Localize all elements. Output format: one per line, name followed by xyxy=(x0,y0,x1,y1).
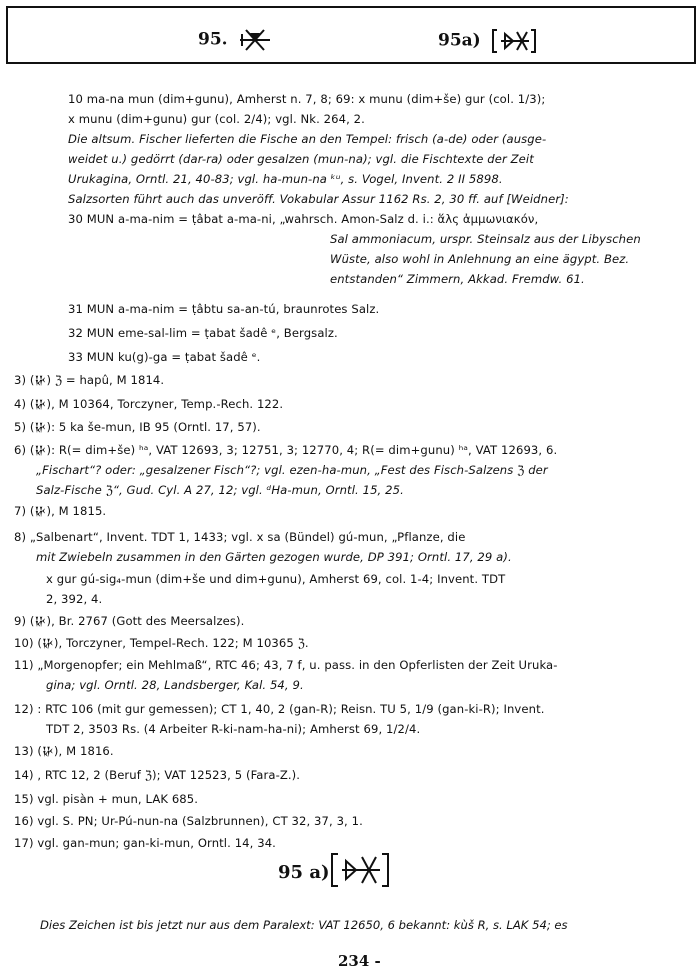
header-right-label: 95a) xyxy=(438,30,481,51)
entry-line: TDT 2, 3503 Rs. (4 Arbeiter R-ki-nam-ha-ni); Amherst 69, 1/2/4. xyxy=(46,722,421,736)
header-right xyxy=(438,28,537,54)
text-line: 30 MUN a-ma-nim = ṭâbat a-ma-ni, „wahrsch. Amon-Salz d. i.: ἅλς ἀμμωνιακόν, xyxy=(68,212,539,226)
text-line: Salzsorten führt auch das unveröff. Vokabular Assur 1162 Rs. 2, 30 ff. auf [Weidner]: xyxy=(68,192,569,206)
entry-line: 9) (𒄩), Br. 2767 (Gott des Meersalzes). xyxy=(14,614,245,628)
text-line: Sal ammoniacum, urspr. Steinsalz aus der Libyschen xyxy=(330,232,641,246)
entry-line: mit Zwiebeln zusammen in den Gärten gezogen wurde, DP 391; Orntl. 17, 29 a). xyxy=(36,550,512,564)
text-line: Wüste, also wohl in Anlehnung an eine ägypt. Bez. xyxy=(330,252,630,266)
entry-line: 8) „Salbenart“, Invent. TDT 1, 1433; vgl. x sa (Bündel) gú-mun, „Pflanze, die xyxy=(14,530,466,544)
text-line: 31 MUN a-ma-nim = ṭâbtu sa-an-tú, braunrotes Salz. xyxy=(68,302,380,316)
section-95a-label: 95 a) xyxy=(278,862,330,883)
entry-line: 5) (𒄩): 5 ka še-mun, IB 95 (Orntl. 17, 57). xyxy=(14,420,261,434)
header-box xyxy=(6,6,696,64)
text-line: weidet u.) gedörrt (dar-ra) oder gesalzen (mun-na); vgl. die Fischtexte der Zeit xyxy=(68,152,534,166)
text-line: Die altsum. Fischer lieferten die Fische an den Tempel: frisch (a-de) oder (ausge- xyxy=(68,132,547,146)
entry-line: Salz-Fische ℨ“, Gud. Cyl. A 27, 12; vgl. ᵈHa-mun, Orntl. 15, 25. xyxy=(36,483,404,497)
entry-line: 16) vgl. S. PN; Ur-Pú-nun-na (Salzbrunnen), CT 32, 37, 3, 1. xyxy=(14,814,363,828)
entry-line: 4) (𒄩), M 10364, Torczyner, Temp.-Rech. 122. xyxy=(14,397,284,411)
entry-line: 3) (𒄩) ℨ = hapû, M 1814. xyxy=(14,373,165,387)
entry-line: 2, 392, 4. xyxy=(46,592,103,606)
entry-line: „Fischart“? oder: „gesalzener Fisch“?; vgl. ezen-ha-mun, „Fest des Fisch-Salzens ℨ der xyxy=(36,463,548,477)
entry-line: 15) vgl. pisàn + mun, LAK 685. xyxy=(14,792,199,806)
entry-line: 6) (𒄩): R(= dim+še) ʰᵃ, VAT 12693, 3; 12751, 3; 12770, 4; R(= dim+gunu) ʰᵃ, VAT 12693, 6. xyxy=(14,443,558,457)
divider xyxy=(0,912,700,914)
entry-line: gina; vgl. Orntl. 28, Landsberger, Kal. 54, 9. xyxy=(46,678,304,692)
text-line: x munu (dim+gunu) gur (col. 2/4); vgl. Nk. 264, 2. xyxy=(68,112,365,126)
entry-line: x gur gú-sig₄-mun (dim+še und dim+gunu), Amherst 69, col. 1-4; Invent. TDT xyxy=(46,572,506,586)
entry-line: 13) (𒄩), M 1816. xyxy=(14,744,114,758)
entry-line: 10) (𒄩), Torczyner, Tempel-Rech. 122; M 10365 ℨ. xyxy=(14,636,309,650)
text-line: 32 MUN eme-sal-lim = ṭabat šadê ᵉ, Bergsalz. xyxy=(68,326,338,340)
entry-line: 14) , RTC 12, 2 (Beruf ℨ); VAT 12523, 5 (Fara-Z.). xyxy=(14,768,301,782)
header-left xyxy=(198,28,272,52)
cuneiform-sign-icon xyxy=(238,28,272,52)
text-line: Urukagina, Orntl. 21, 40-83; vgl. ha-mun-na ᵏᵘ, s. Vogel, Invent. 2 II 5898. xyxy=(68,172,503,186)
text-line: 33 MUN ku(g)-ga = ṭabat šadê ᵉ. xyxy=(68,350,261,364)
header-left-label: 95. xyxy=(198,29,228,50)
boxed-sign-icon xyxy=(330,852,390,888)
entry-line: 12) : RTC 106 (mit gur gemessen); CT 1, 40, 2 (gan-R); Reisn. TU 5, 1/9 (gan-ki-R); Invent. xyxy=(14,702,545,716)
section-95a-note: Dies Zeichen ist bis jetzt nur aus dem Paralext: VAT 12650, 6 bekannt: kùš R, s. LAK 54; es xyxy=(40,918,568,932)
entry-line: 11) „Morgenopfer; ein Mehlmaß“, RTC 46; 43, 7 f, u. pass. in den Opferlisten der Zeit Uruka- xyxy=(14,658,558,672)
entry-line: 7) (𒄩), M 1815. xyxy=(14,504,107,518)
text-line: entstanden“ Zimmern, Akkad. Fremdw. 61. xyxy=(330,272,585,286)
text-line: 10 ma-na mun (dim+gunu), Amherst n. 7, 8; 69: x munu (dim+še) gur (col. 1/3); xyxy=(68,92,546,106)
page-number: 234 - xyxy=(338,952,381,970)
boxed-sign-icon xyxy=(491,28,537,54)
entry-line: 17) vgl. gan-mun; gan-ki-mun, Orntl. 14, 34. xyxy=(14,836,276,850)
